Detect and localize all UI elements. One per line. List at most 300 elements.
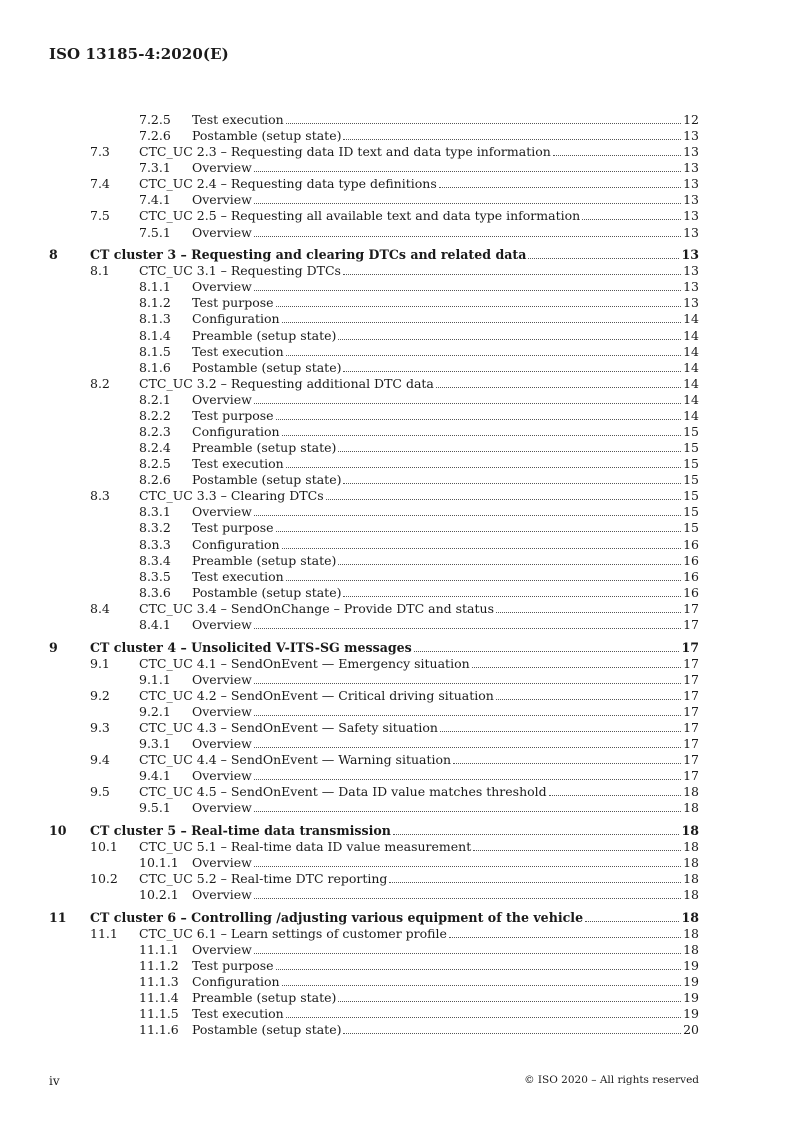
toc-entry-page: 13: [683, 176, 699, 192]
toc-entry-line: [192, 569, 699, 585]
toc-entry-page: 17: [683, 671, 699, 687]
toc-entry[interactable]: [49, 456, 699, 472]
dot-leader: [254, 160, 681, 172]
toc-entry-number: 9.4.1: [139, 768, 171, 784]
toc-entry-title: Test execution: [192, 456, 284, 472]
toc-entry-line: [90, 640, 699, 656]
dot-leader: [343, 263, 681, 275]
toc-entry-title: CTC_UC 3.2 – Requesting additional DTC data: [139, 375, 434, 391]
toc-entry-number: 9.5.1: [139, 800, 171, 816]
toc-entry-title: Test execution: [192, 1006, 284, 1022]
toc-entry-line: [192, 704, 699, 720]
dot-leader: [449, 926, 681, 938]
dot-leader: [254, 192, 681, 204]
toc-entry-number: 11.1.6: [139, 1022, 179, 1038]
toc-entry-page: 17: [681, 639, 699, 655]
toc-entry[interactable]: [49, 784, 699, 800]
toc-entry-page: 15: [683, 520, 699, 536]
toc-entry[interactable]: [49, 839, 699, 855]
toc-entry-number: 8.2: [90, 375, 110, 391]
toc-entry-title: CT cluster 3 – Requesting and clearing DTCs and related data: [90, 247, 527, 263]
dot-leader: [276, 520, 682, 532]
toc-entry-number: 8.1.6: [139, 359, 171, 375]
toc-entry-page: 20: [683, 1022, 699, 1038]
toc-entry-line: [192, 768, 699, 784]
toc-entry[interactable]: [49, 128, 699, 144]
dot-leader: [254, 225, 681, 237]
toc-entry-page: 16: [683, 536, 699, 552]
toc-entry-page: 17: [683, 616, 699, 632]
toc-entry-page: 14: [683, 391, 699, 407]
toc-entry[interactable]: [49, 958, 699, 974]
toc-entry-number: 9.3: [90, 719, 110, 735]
toc-entry[interactable]: [49, 990, 699, 1006]
toc-entry-line: [192, 328, 699, 344]
toc-entry[interactable]: [49, 424, 699, 440]
toc-entry-page: 15: [683, 504, 699, 520]
toc-entry[interactable]: [49, 823, 699, 839]
toc-entry-number: 8.2.1: [139, 391, 171, 407]
toc-entry-page: 18: [683, 887, 699, 903]
dot-leader: [393, 823, 680, 835]
toc-entry-title: CTC_UC 5.1 – Real-time data ID value measurement: [139, 838, 472, 854]
dot-leader: [254, 504, 681, 516]
toc-entry-title: CTC_UC 2.5 – Requesting all available text and data type information: [139, 208, 581, 224]
toc-entry-page: 13: [683, 144, 699, 160]
toc-entry-title: Postamble (setup state): [192, 584, 342, 600]
toc-entry-page: 16: [683, 552, 699, 568]
toc-entry-number: 8.1.3: [139, 311, 171, 327]
toc-entry-line: [90, 247, 699, 263]
toc-entry-number: 11.1.1: [139, 941, 179, 957]
toc-entry-page: 18: [683, 925, 699, 941]
dot-leader: [254, 617, 681, 629]
toc-entry-title: Test execution: [192, 343, 284, 359]
toc-entry-title: Preamble (setup state): [192, 440, 337, 456]
toc-entry-line: [90, 823, 699, 839]
toc-entry-number: 11.1: [90, 925, 118, 941]
toc-entry[interactable]: [49, 768, 699, 784]
toc-entry[interactable]: [49, 295, 699, 311]
toc-entry[interactable]: [49, 328, 699, 344]
toc-entry-number: 9.2: [90, 687, 110, 703]
toc-entry[interactable]: [49, 208, 699, 224]
toc-entry[interactable]: [49, 855, 699, 871]
copyright-notice: © ISO 2020 – All rights reserved: [524, 1074, 699, 1086]
toc-entry[interactable]: [49, 569, 699, 585]
toc-entry[interactable]: [49, 736, 699, 752]
toc-entry[interactable]: [49, 601, 699, 617]
toc-entry-line: [139, 688, 699, 704]
toc-entry[interactable]: [49, 537, 699, 553]
toc-entry[interactable]: [49, 225, 699, 241]
toc-entry-line: [139, 376, 699, 392]
toc-entry-title: CTC_UC 3.3 – Clearing DTCs: [139, 488, 324, 504]
dot-leader: [276, 408, 682, 420]
toc-entry-line: [192, 942, 699, 958]
table-of-contents: [49, 112, 699, 1038]
toc-entry-line: [192, 855, 699, 871]
dot-leader: [282, 311, 682, 323]
toc-entry-title: Configuration: [192, 974, 280, 990]
toc-entry-line: [139, 752, 699, 768]
dot-leader: [549, 784, 681, 796]
toc-entry-page: 15: [683, 456, 699, 472]
toc-entry-title: CTC_UC 4.1 – SendOnEvent — Emergency situation: [139, 655, 470, 671]
toc-entry-line: [192, 472, 699, 488]
toc-entry[interactable]: [49, 311, 699, 327]
toc-entry-number: 8.3.4: [139, 552, 171, 568]
toc-entry-line: [192, 392, 699, 408]
toc-entry[interactable]: [49, 488, 699, 504]
toc-entry-number: 8.1.2: [139, 295, 171, 311]
toc-entry-line: [192, 1006, 699, 1022]
toc-entry[interactable]: [49, 144, 699, 160]
toc-entry-page: 13: [683, 208, 699, 224]
toc-entry-line: [192, 504, 699, 520]
toc-entry-title: Postamble (setup state): [192, 472, 342, 488]
toc-entry[interactable]: [49, 112, 699, 128]
toc-entry-title: Overview: [192, 504, 252, 520]
toc-entry-number: 7.5.1: [139, 224, 171, 240]
toc-entry-number: 8.1.1: [139, 279, 171, 295]
toc-entry-line: [192, 128, 699, 144]
toc-entry-line: [192, 800, 699, 816]
toc-entry-number: 8.4.1: [139, 616, 171, 632]
toc-entry-title: CTC_UC 3.1 – Requesting DTCs: [139, 263, 341, 279]
toc-entry-page: 13: [683, 279, 699, 295]
toc-entry-title: Postamble (setup state): [192, 1022, 342, 1038]
toc-entry-line: [139, 720, 699, 736]
dot-leader: [254, 704, 681, 716]
toc-entry-page: 18: [683, 941, 699, 957]
toc-entry[interactable]: [49, 672, 699, 688]
toc-entry-line: [192, 344, 699, 360]
dot-leader: [254, 392, 681, 404]
dot-leader: [276, 295, 682, 307]
toc-entry-number: 8.1.5: [139, 343, 171, 359]
dot-leader: [282, 424, 682, 436]
toc-entry-line: [192, 192, 699, 208]
toc-entry-line: [192, 360, 699, 376]
toc-entry-title: CTC_UC 4.3 – SendOnEvent — Safety situation: [139, 719, 438, 735]
toc-entry-page: 18: [683, 838, 699, 854]
dot-leader: [286, 344, 681, 356]
toc-entry-number: 11: [49, 909, 67, 925]
toc-entry[interactable]: [49, 617, 699, 633]
toc-entry-title: CTC_UC 6.1 – Learn settings of customer profile: [139, 925, 447, 941]
toc-entry-number: 10.1.1: [139, 855, 179, 871]
toc-entry[interactable]: [49, 974, 699, 990]
toc-entry-line: [192, 958, 699, 974]
toc-entry-number: 8.4: [90, 600, 110, 616]
toc-entry-page: 17: [683, 655, 699, 671]
toc-entry-title: Postamble (setup state): [192, 359, 342, 375]
toc-entry-number: 9.2.1: [139, 703, 171, 719]
toc-entry-title: Preamble (setup state): [192, 327, 337, 343]
dot-leader: [585, 910, 679, 922]
toc-entry[interactable]: [49, 176, 699, 192]
toc-entry-title: Test purpose: [192, 407, 274, 423]
toc-entry[interactable]: [49, 585, 699, 601]
toc-entry-title: Overview: [192, 768, 252, 784]
toc-entry-page: 17: [683, 735, 699, 751]
toc-entry-title: Test purpose: [192, 957, 274, 973]
toc-entry-page: 15: [683, 440, 699, 456]
dot-leader: [338, 328, 681, 340]
toc-entry-line: [192, 408, 699, 424]
toc-entry-line: [192, 974, 699, 990]
dot-leader: [282, 974, 682, 986]
toc-entry[interactable]: [49, 440, 699, 456]
toc-entry-page: 14: [683, 327, 699, 343]
dot-leader: [326, 488, 681, 500]
toc-entry-line: [192, 617, 699, 633]
toc-entry[interactable]: [49, 752, 699, 768]
toc-entry-line: [192, 160, 699, 176]
toc-entry-line: [139, 176, 699, 192]
toc-entry-page: 19: [683, 974, 699, 990]
toc-entry[interactable]: [49, 926, 699, 942]
dot-leader: [254, 736, 681, 748]
toc-entry-page: 13: [683, 224, 699, 240]
page-number: iv: [49, 1074, 60, 1088]
toc-entry-page: 18: [683, 871, 699, 887]
dot-leader: [254, 279, 681, 291]
toc-entry-line: [192, 295, 699, 311]
toc-entry-line: [139, 601, 699, 617]
toc-entry-page: 14: [683, 407, 699, 423]
toc-entry[interactable]: [49, 247, 699, 263]
toc-entry-title: CTC_UC 4.4 – SendOnEvent — Warning situation: [139, 752, 452, 768]
dot-leader: [343, 585, 681, 597]
toc-entry-number: 11.1.5: [139, 1006, 179, 1022]
toc-entry-page: 14: [683, 311, 699, 327]
toc-entry[interactable]: [49, 942, 699, 958]
toc-entry-number: 7.2.6: [139, 128, 171, 144]
toc-entry[interactable]: [49, 1022, 699, 1038]
dot-leader: [276, 958, 682, 970]
toc-entry-page: 18: [681, 822, 699, 838]
toc-entry-title: Preamble (setup state): [192, 990, 337, 1006]
dot-leader: [254, 887, 681, 899]
toc-entry-line: [192, 990, 699, 1006]
toc-entry-number: 8.1.4: [139, 327, 171, 343]
dot-leader: [472, 656, 681, 668]
toc-entry-page: 14: [683, 343, 699, 359]
toc-entry-number: 9.4: [90, 752, 110, 768]
toc-entry[interactable]: [49, 160, 699, 176]
toc-entry-number: 8.3.2: [139, 520, 171, 536]
toc-entry-title: Configuration: [192, 311, 280, 327]
toc-entry-number: 8.1: [90, 263, 110, 279]
toc-entry-page: 13: [683, 128, 699, 144]
toc-entry-title: CTC_UC 3.4 – SendOnChange – Provide DTC and status: [139, 600, 494, 616]
toc-entry[interactable]: [49, 520, 699, 536]
toc-entry[interactable]: [49, 640, 699, 656]
toc-entry-title: Overview: [192, 279, 252, 295]
toc-entry-number: 9.3.1: [139, 735, 171, 751]
toc-entry-title: Overview: [192, 887, 252, 903]
toc-entry[interactable]: [49, 360, 699, 376]
dot-leader: [389, 871, 681, 883]
dot-leader: [286, 569, 681, 581]
toc-entry-number: 11.1.2: [139, 957, 179, 973]
toc-entry-page: 13: [683, 295, 699, 311]
toc-entry-page: 15: [683, 472, 699, 488]
dot-leader: [343, 128, 681, 140]
dot-leader: [440, 720, 681, 732]
toc-entry-page: 15: [683, 488, 699, 504]
toc-entry[interactable]: [49, 720, 699, 736]
toc-entry-page: 18: [683, 855, 699, 871]
toc-entry-number: 8.3.1: [139, 504, 171, 520]
toc-entry-line: [192, 456, 699, 472]
toc-entry[interactable]: [49, 910, 699, 926]
toc-entry-number: 10.1: [90, 838, 118, 854]
toc-entry-title: Overview: [192, 671, 252, 687]
toc-entry-number: 8.2.2: [139, 407, 171, 423]
toc-entry-title: CT cluster 6 – Controlling /adjusting various equipment of the vehicle: [90, 909, 584, 925]
toc-entry-line: [139, 784, 699, 800]
toc-entry-page: 19: [683, 1006, 699, 1022]
toc-entry-line: [192, 279, 699, 295]
toc-entry-line: [139, 488, 699, 504]
toc-entry-number: 8.3.3: [139, 536, 171, 552]
dot-leader: [254, 768, 681, 780]
toc-entry-number: 7.2.5: [139, 112, 171, 127]
dot-leader: [439, 176, 681, 188]
toc-entry-page: 14: [683, 359, 699, 375]
toc-entry[interactable]: [49, 704, 699, 720]
toc-entry-page: 12: [683, 112, 699, 127]
toc-entry-title: Postamble (setup state): [192, 128, 342, 144]
toc-entry-number: 8.2.4: [139, 440, 171, 456]
toc-entry-page: 17: [683, 752, 699, 768]
toc-entry-page: 17: [683, 703, 699, 719]
toc-entry-line: [192, 537, 699, 553]
toc-entry-title: Overview: [192, 703, 252, 719]
toc-entry-line: [139, 263, 699, 279]
toc-entry-line: [192, 553, 699, 569]
toc-entry-number: 8.3.5: [139, 568, 171, 584]
toc-entry[interactable]: [49, 192, 699, 208]
toc-entry-line: [192, 585, 699, 601]
toc-entry-page: 18: [683, 800, 699, 816]
toc-entry-page: 13: [683, 263, 699, 279]
toc-entry[interactable]: [49, 656, 699, 672]
toc-entry-number: 11.1.3: [139, 974, 179, 990]
dot-leader: [496, 688, 681, 700]
toc-entry[interactable]: [49, 344, 699, 360]
toc-entry[interactable]: [49, 800, 699, 816]
toc-entry-title: Overview: [192, 391, 252, 407]
dot-leader: [582, 208, 681, 220]
toc-entry-page: 13: [683, 192, 699, 208]
toc-entry[interactable]: [49, 887, 699, 903]
toc-entry-page: 19: [683, 990, 699, 1006]
toc-entry-page: 18: [681, 909, 699, 925]
toc-entry-title: Overview: [192, 160, 252, 176]
dot-leader: [414, 640, 680, 652]
toc-entry-page: 17: [683, 719, 699, 735]
toc-entry[interactable]: [49, 553, 699, 569]
toc-entry-title: Overview: [192, 224, 252, 240]
toc-entry-number: 9: [49, 639, 58, 655]
toc-entry-page: 19: [683, 957, 699, 973]
toc-entry-line: [139, 839, 699, 855]
toc-entry-line: [192, 672, 699, 688]
toc-entry-page: 13: [683, 160, 699, 176]
dot-leader: [286, 456, 681, 468]
toc-entry-number: 7.3.1: [139, 160, 171, 176]
dot-leader: [436, 376, 681, 388]
dot-leader: [338, 440, 681, 452]
toc-entry-title: CTC_UC 2.4 – Requesting data type definitions: [139, 176, 437, 192]
toc-entry-number: 7.5: [90, 208, 110, 224]
toc-entry[interactable]: [49, 472, 699, 488]
toc-entry-title: Overview: [192, 192, 252, 208]
dot-leader: [254, 942, 681, 954]
toc-entry-page: 13: [681, 247, 699, 263]
toc-entry[interactable]: [49, 376, 699, 392]
toc-entry-number: 8.2.5: [139, 456, 171, 472]
toc-entry-title: Overview: [192, 800, 252, 816]
toc-entry[interactable]: [49, 871, 699, 887]
toc-entry[interactable]: [49, 263, 699, 279]
toc-entry-title: Test purpose: [192, 520, 274, 536]
toc-entry[interactable]: [49, 392, 699, 408]
dot-leader: [254, 672, 681, 684]
toc-entry-title: Test execution: [192, 112, 284, 127]
dot-leader: [528, 247, 679, 259]
toc-entry-line: [90, 910, 699, 926]
toc-entry-title: Overview: [192, 941, 252, 957]
dot-leader: [343, 360, 681, 372]
toc-entry-title: Configuration: [192, 536, 280, 552]
toc-entry-title: CTC_UC 5.2 – Real-time DTC reporting: [139, 871, 388, 887]
toc-entry[interactable]: [49, 408, 699, 424]
toc-entry[interactable]: [49, 504, 699, 520]
dot-leader: [282, 537, 682, 549]
toc-entry-page: 16: [683, 584, 699, 600]
toc-entry-page: 16: [683, 568, 699, 584]
toc-entry-line: [139, 871, 699, 887]
toc-entry-number: 10.2.1: [139, 887, 179, 903]
toc-entry[interactable]: [49, 279, 699, 295]
toc-entry-number: 9.1.1: [139, 671, 171, 687]
toc-entry-line: [192, 520, 699, 536]
toc-entry-title: Test purpose: [192, 295, 274, 311]
toc-entry-title: CTC_UC 4.2 – SendOnEvent — Critical driving situation: [139, 687, 494, 703]
dot-leader: [343, 1022, 681, 1034]
toc-entry[interactable]: [49, 1006, 699, 1022]
dot-leader: [473, 839, 681, 851]
toc-entry[interactable]: [49, 688, 699, 704]
toc-entry-title: Overview: [192, 735, 252, 751]
toc-entry-title: Overview: [192, 855, 252, 871]
toc-entry-line: [139, 144, 699, 160]
toc-entry-title: CTC_UC 2.3 – Requesting data ID text and data type information: [139, 144, 551, 160]
toc-entry-number: 7.4: [90, 176, 110, 192]
dot-leader: [338, 553, 681, 565]
toc-entry-number: 8: [49, 247, 58, 263]
dot-leader: [286, 1006, 681, 1018]
toc-entry-title: CT cluster 4 – Unsolicited V-ITS-SG messages: [90, 639, 412, 655]
toc-entry-line: [192, 225, 699, 241]
toc-entry-line: [192, 736, 699, 752]
toc-entry-title: Overview: [192, 616, 252, 632]
